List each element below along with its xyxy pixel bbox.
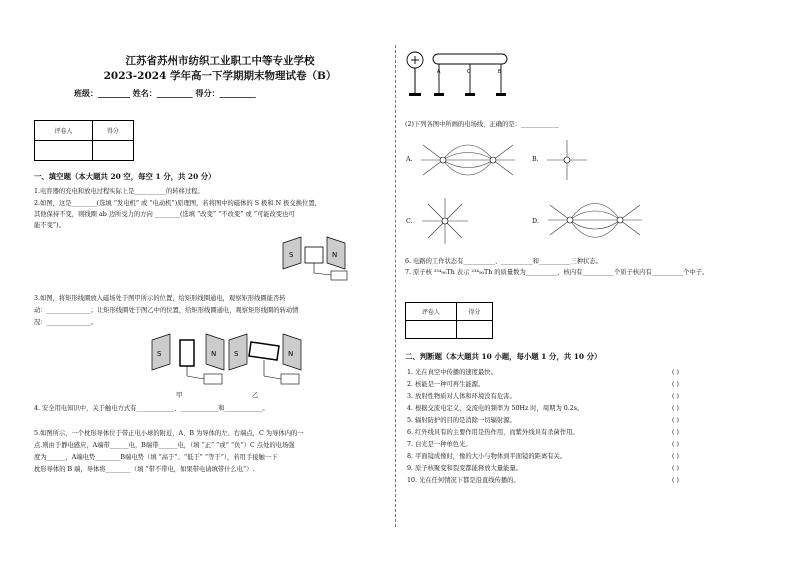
answer-paren[interactable]: ( ) [672, 453, 679, 460]
answer-paren[interactable]: ( ) [672, 477, 679, 484]
coil-figure-yi [225, 330, 315, 388]
grader-label: 评卷人 [35, 121, 93, 141]
svg-text:S: S [234, 350, 239, 358]
score-cell[interactable] [92, 141, 133, 161]
conductor-label-c: C [467, 69, 471, 75]
q5-line1: 5.如图所示，一个枕形导体位于带正电小球的附近，A、B 为导体的左、右端点，C 为导体内的一 [34, 430, 304, 437]
answer-paren[interactable]: ( ) [672, 465, 679, 472]
section1-heading: 一、填空题（本大题共 20 空，每空 1 分，共 20 分） [34, 172, 216, 181]
answer-paren[interactable]: ( ) [672, 381, 679, 388]
q3-line3: 况：______________。 [34, 319, 97, 326]
section2-heading: 二、判断题（本大题共 10 小题，每小题 1 分，共 10 分） [405, 352, 602, 361]
tf-item: 7. 白光是一种单色光。 [407, 441, 472, 448]
field-lines-option-b [545, 138, 589, 182]
q3-line2: 动：______________；让矩形线圈处于图乙中的位置，给矩形线圈通电，观察矩形线圈的转动情 [34, 307, 299, 314]
svg-text:N: N [332, 251, 338, 259]
score-box-1 [34, 120, 134, 161]
q5-line2: 点.则由于静电感应，A端带______电，B端带______电，（填 “正” “或” “负”）C 点处的电场强 [34, 442, 295, 449]
answer-paren[interactable]: ( ) [672, 429, 679, 436]
tf-item: 1. 光在真空中传播的速度最快。 [407, 369, 497, 376]
tf-item: 5. 辐射防护的目的是消除一切辐射源。 [407, 417, 516, 424]
option-a-label: A. [406, 156, 413, 163]
motor-diagram [275, 233, 357, 285]
q4-text: 4. 安全用电知识中，关于触电方式有____________、____________和____________。 [34, 405, 269, 412]
q3-line1: 3.如图，将矩形线圈放入磁场处于图甲所示的位置，给矩形线圈通电，观察矩形线圈能否转 [34, 295, 286, 302]
tf-item: 4. 根据交流电定义，交流电的频率为 50Hz 时，周期为 0.2s。 [407, 405, 584, 412]
score-label-2: 得分 [456, 303, 492, 321]
tf-item: 10. 光在任何情况下都是沿直线传播的。 [407, 477, 520, 484]
field-lines-option-a [418, 135, 518, 185]
fig-label-jia: 甲 [176, 392, 183, 399]
column-divider [395, 45, 396, 527]
q5-line4: 枕形导体的 B 端，导体将________（填 “带不带电，如果带电请填带什么电”）. [34, 466, 255, 473]
q2-line1: 2.如图，这是________(选填 “发电机” 或 “电动机”)原理图，若将图中的磁体的 S 极和 N 极交换位置， [34, 200, 321, 207]
answer-paren[interactable]: ( ) [672, 417, 679, 424]
svg-text:S: S [289, 251, 294, 259]
field-lines-option-d [545, 193, 645, 248]
q7-text: 7. 原子核 ²³⁴₉₀Th 表示 ²³⁴₉₀Th 的质量数为__________，核内有__________个质子核内有__________个中子。 [405, 269, 709, 276]
grader-cell[interactable] [35, 141, 93, 161]
grader-label-2: 评卷人 [406, 303, 457, 321]
exam-title: 2023-2024 学年高一下学期期末物理试卷（B） [103, 70, 337, 82]
tf-item: 9. 原子核聚变和裂变都能释放大量能量。 [407, 465, 523, 472]
q1-text: 1.电容器的充电和放电过程实际上是__________的转移过程。 [34, 188, 204, 195]
score-label: 得分 [92, 121, 133, 141]
answer-paren[interactable]: ( ) [672, 393, 679, 400]
q5-part2-text: (2)下列各图中所画的电场线，正确的是：____________ [405, 121, 559, 128]
answer-paren[interactable]: ( ) [672, 405, 679, 412]
answer-paren[interactable]: ( ) [672, 369, 679, 376]
tf-item: 2. 核能是一种可再生能源。 [407, 381, 485, 388]
option-d-label: D. [532, 218, 539, 225]
option-c-label: C. [406, 218, 413, 225]
fig-label-yi: 乙 [252, 392, 259, 399]
school-title: 江苏省苏州市纺织工业职工中等专业学校 [125, 55, 315, 67]
svg-text:N: N [211, 350, 217, 358]
tf-item: 3. 放射性物质对人体和环境没有危害。 [407, 393, 516, 400]
conductor-figure [403, 48, 513, 100]
svg-text:N: N [288, 350, 294, 358]
q6-text: 6. 电路的工作状态有__________、__________和__________三种状态。 [405, 258, 602, 265]
conductor-label-b: B [498, 69, 502, 75]
student-info-fields: 班级：________ 姓名：_________ 得分：_________ [74, 88, 256, 98]
svg-text:S: S [157, 350, 162, 358]
option-b-label: B. [532, 156, 539, 163]
tf-item: 8. 平面镜成像时，像的大小与物体到平面镜的距离有关。 [407, 453, 567, 460]
score-box-2 [405, 302, 493, 339]
q5-line3: 度为______，A端电势________B端电势（填 “高于”、“低于” “等于”），若用手接触一下 [34, 454, 278, 461]
answer-paren[interactable]: ( ) [672, 441, 679, 448]
conductor-label-a: A [437, 69, 441, 75]
q2-line2: 其他保持不变，则线圈 ab 边所受力的方向 ________(选填 “改变” “不改变” 或 “可能改变也可 [34, 211, 295, 218]
score-cell-2[interactable] [456, 321, 492, 339]
q2-line3: 能不变”)。 [34, 222, 65, 229]
tf-item: 6. 红外线具有的主要作用是热作用，而紫外线具有杀菌作用。 [407, 429, 579, 436]
field-lines-option-c [420, 196, 470, 246]
grader-cell-2[interactable] [406, 321, 457, 339]
